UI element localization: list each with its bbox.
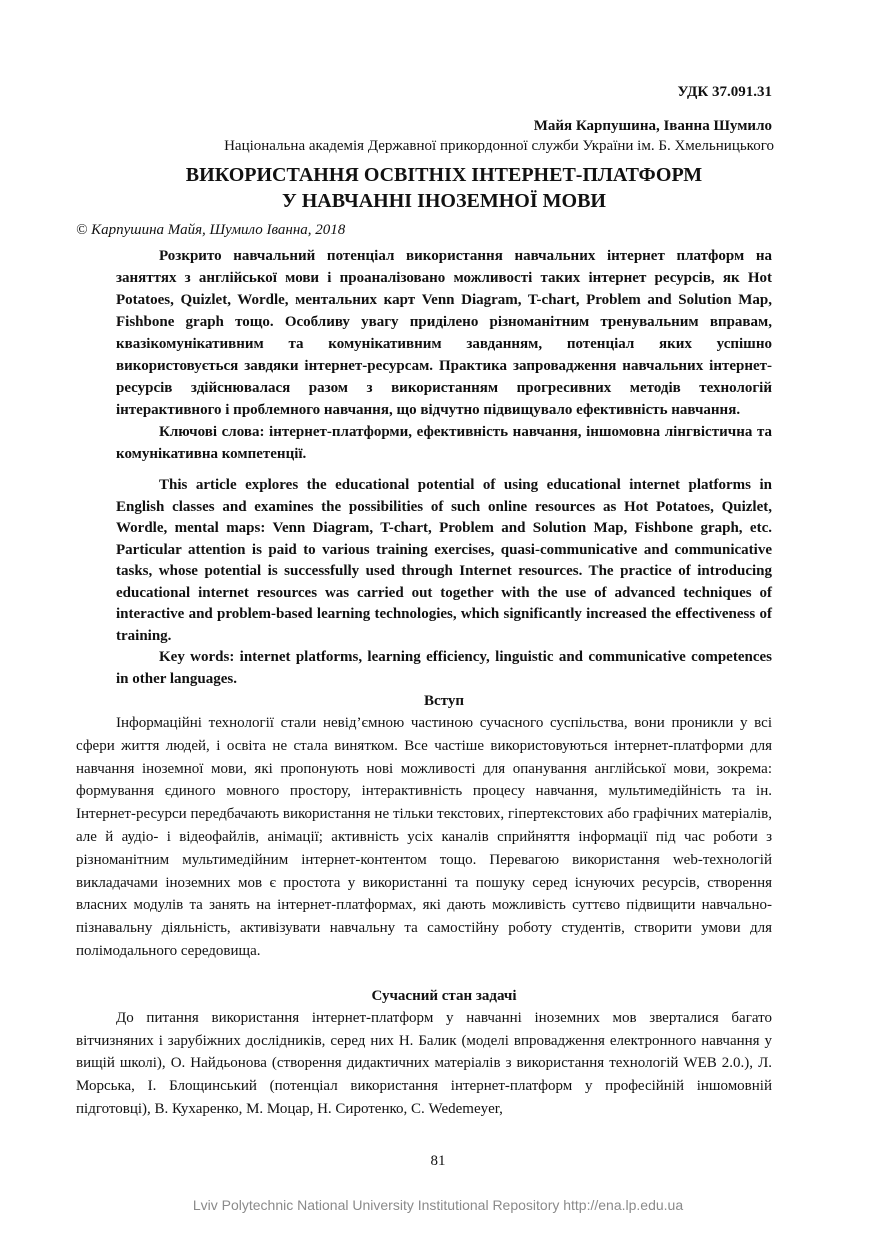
page-number: 81 [430,1153,446,1169]
copyright: © Карпушина Майя, Шумило Іванна, 2018 [76,222,346,238]
section-intro-body [76,712,772,963]
section-state-body [76,1007,772,1121]
affiliation: Національна академія Державної прикордонної служби України ім. Б. Хмельницького [224,138,774,154]
abstract-english [116,475,772,690]
abstract-en-text: This article explores the educational potential of using educational internet platforms in English classes and examines the possibilities of such online resources as Hot Potatoes, Quizlet, Wordle, mental maps: Venn Diagram, T-chart, Problem and Solution Map, Fishbone graph, etc. Particular attention is paid to various training exercises, quasi-communicative and communicative tasks, whose potential is successfully used through Internet resources. The practice of introducing educational internet resources was carried out together with the use of advanced techniques of interactive and problem-based learning technologies, which significantly increased the effectiveness of training. [116,477,772,644]
article-title [116,162,772,214]
section-heading-state: Сучасний стан задачі [371,987,517,1004]
abstract-ukrainian [116,245,772,465]
keywords-uk: Ключові слова: інтернет-платформи, ефективність навчання, іншомовна лінгвістична та комунікативна компетенції. [116,424,772,462]
title-line-2: У НАВЧАННІ ІНОЗЕМНОЇ МОВИ [282,190,606,212]
article-page [76,82,774,1121]
keywords-en: Key words: internet platforms, learning efficiency, linguistic and communicative competences in other languages. [116,649,772,687]
authors: Майя Карпушина, Іванна Шумило [533,118,772,134]
udk-code: УДК 37.091.31 [677,84,772,100]
section-heading-intro: Вступ [424,693,464,709]
title-line-1: ВИКОРИСТАННЯ ОСВІТНІХ ІНТЕРНЕТ-ПЛАТФОРМ [185,164,703,186]
repository-footer: Lviv Polytechnic National University Institutional Repository http://ena.lp.edu.ua [192,1197,684,1213]
section-state-paragraph: До питання використання інтернет-платформ у навчанні іноземних мов зверталися багато вітчизняних і зарубіжних дослідників, серед них Н. Балик (моделі впровадження електронного навчання у вищій школі), О. Найдьонова (створення дидактичних матеріалів з використання технологій WEB 2.0.), Л. Морська, І. Блощинський (потенціал використання інтернет-платформ у професійній іншомовній підготовці), В. Кухаренко, М. Моцар, Н. Сиротенко, С. Wedemeyer, [76,1009,772,1117]
section-intro-paragraph: Інформаційні технології стали невід’ємною частиною сучасного суспільства, вони проникли у всі сфери життя людей, і освіта не стала винятком. Все частіше використовуються інтернет-платформи для навчання іноземної мови, які пропонують нові можливості для опанування англійської мови, зокрема: формування єдиного мовного простору, інтерактивність процесу навчання, мультимедійність та ін. Інтернет-ресурси передбачають використання не тільки текстових, гіпертекстових або графічних матеріалів, але й аудіо- і відеофайлів, анімації; активність усіх каналів сприйняття інформації під час роботи з різноманітним мультимедійним інтернет-контентом тощо. Перевагою використання web-технологій викладачами іноземних мов є простота у використанні та пошуку серед існуючих ресурсів, створення власних модулів та занять на інтернет-платформах, які дають можливість суттєво підвищити навчально-пізнавальну діяльність, активізувати навчальну та самостійну роботу студентів, створити умови для полімодального середовища. [76,715,772,959]
abstract-uk-text: Розкрито навчальний потенціал використання навчальних інтернет платформ на заняттях з англійської мови і проаналізовано можливості таких інтернет ресурсів, як Hot Potatoes, Quizlet, Wordle, ментальних карт Venn Diagram, T-chart, Problem and Solution Map, Fishbone graph тощо. Особливу увагу приділено різноманітним тренувальним вправам, квазікомунікативним та комунікативним завданням, потенціал яких успішно використовується завдяки інтернет-ресурсам. Практика запровадження навчальних інтернет-ресурсів здійснювалася разом з використанням прогресивних методів технологій інтерактивного і проблемного навчання, що відчутно підвищувало ефективність навчання. [116,248,772,418]
